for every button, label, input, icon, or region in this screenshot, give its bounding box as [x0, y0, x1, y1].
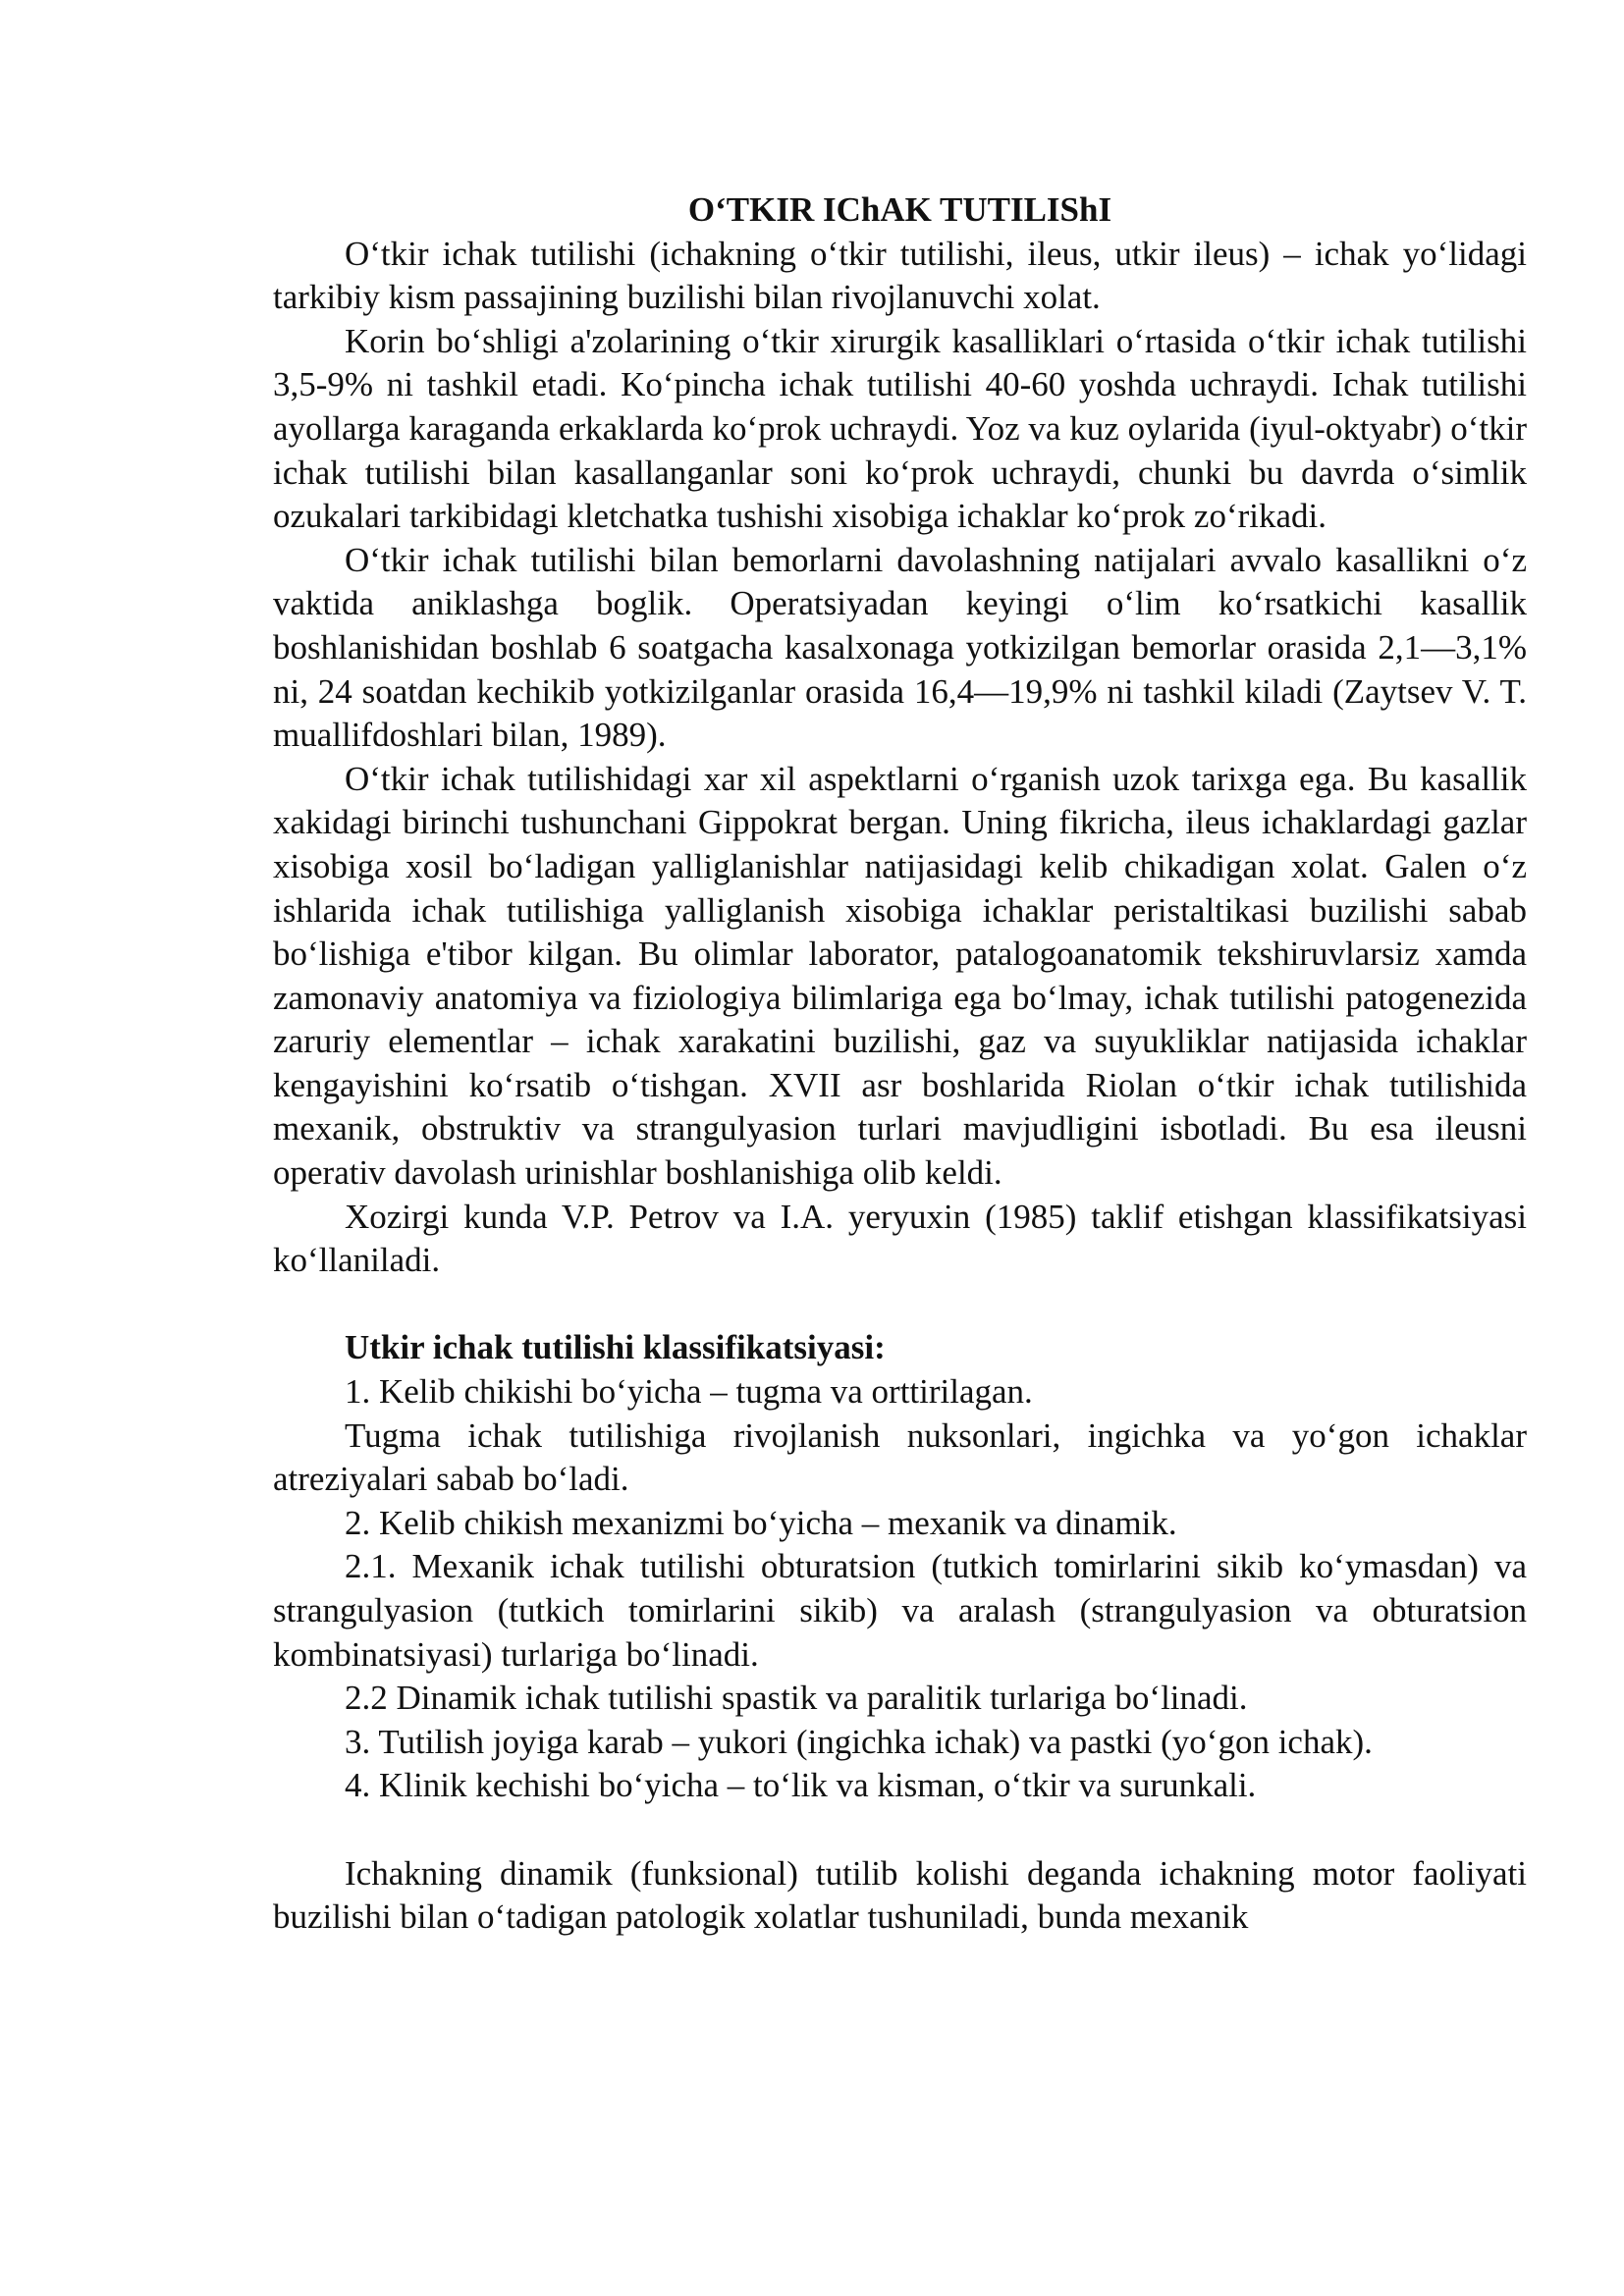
- paragraph-history: O‘tkir ichak tutilishidagi xar xil aspektlarni o‘rganish uzok tarixga ega. Bu kasallik xakidagi birinchi tushunchani Gippokrat bergan. Uning fikricha, ileus ichaklardagi gazlar xisobiga xosil bo‘ladigan yalliglanishlar natijasidagi kelib chikadigan xolat. Galen o‘z ishlarida ichak tutilishiga yalliglanish xisobiga ichaklar peristaltikasi buzilishi sabab bo‘lishiga e'tibor kilgan. Bu olimlar laborator, patalogoanatomik tekshiruvlarsiz xamda zamonaviy anatomiya va fiziologiya bilimlariga ega bo‘lmay, ichak tutilishi patogenezida zaruriy elementlar – ichak xarakatini buzilishi, gaz va suyukliklar natijasida ichaklar kengayishini ko‘rsatib o‘tishgan. XVII asr boshlarida Riolan o‘tkir ichak tutilishida mexanik, obstruktiv va strangulyasion turlari mavjudligini isbotladi. Bu esa ileusni operativ davolash urinishlar boshlanishiga olib keldi.: [273, 759, 1527, 1193]
- classification-heading: Utkir ichak tutilishi klassifikatsiyasi:: [345, 1328, 886, 1367]
- section-spacer: [273, 1283, 1527, 1327]
- paragraph-definition: O‘tkir ichak tutilishi (ichakning o‘tkir tutilishi, ileus, utkir ileus) – ichak yo‘lidagi tarkibiy kism passajining buzilishi bilan rivojlanuvchi xolat.: [273, 234, 1527, 317]
- classification-item: Tugma ichak tutilishiga rivojlanish nuksonlari, ingichka va yo‘gon ichaklar atreziyalari sabab bo‘ladi.: [273, 1415, 1527, 1499]
- classification-item: 2.2 Dinamik ichak tutilishi spastik va paralitik turlariga bo‘linadi.: [345, 1679, 1248, 1718]
- paragraph-outcomes: O‘tkir ichak tutilishi bilan bemorlarni davolashning natijalari avvalo kasallikni o‘z vaktida aniklashga boglik. Operatsiyadan keyingi o‘lim ko‘rsatkichi kasallik boshlanishidan boshlab 6 soatgacha kasalxonaga yotkizilgan bemorlar orasida 2,1—3,1% ni, 24 soatdan kechikib yotkizilganlar orasida 16,4—19,9% ni tashkil kiladi (Zaytsev V. T. muallifdoshlari bilan, 1989).: [273, 540, 1527, 755]
- document-title: O‘TKIR IChAK TUTILIShI: [687, 190, 1112, 229]
- section-spacer: [273, 1808, 1527, 1852]
- document-page: [273, 188, 1527, 1940]
- paragraph-epidemiology: Korin bo‘shligi a'zolarining o‘tkir xirurgik kasalliklari o‘rtasida o‘tkir ichak tutilishi 3,5-9% ni tashkil etadi. Ko‘pincha ichak tutilishi 40-60 yoshda uchraydi. Ichak tutilishi ayollarga karaganda erkaklarda ko‘prok uchraydi. Yoz va kuz oylarida (iyul-oktyabr) o‘tkir ichak tutilishi bilan kasallanganlar soni ko‘prok uchraydi, chunki bu davrda o‘simlik ozukalari tarkibidagi kletchatka tushishi xisobiga ichaklar ko‘prok zo‘rikadi.: [273, 321, 1527, 536]
- classification-item: 4. Klinik kechishi bo‘yicha – to‘lik va kisman, o‘tkir va surunkali.: [345, 1766, 1257, 1805]
- classification-item: 2. Kelib chikish mexanizmi bo‘yicha – mexanik va dinamik.: [345, 1503, 1177, 1542]
- classification-item: 3. Tutilish joyiga karab – yukori (ingichka ichak) va pastki (yo‘gon ichak).: [345, 1722, 1373, 1761]
- classification-item: 1. Kelib chikishi bo‘yicha – tugma va orttirilagan.: [345, 1372, 1033, 1412]
- paragraph-dynamic-obstruction: Ichakning dinamik (funksional) tutilib kolishi deganda ichakning motor faoliyati buzilishi bilan o‘tadigan patologik xolatlar tushuniladi, bunda mexanik: [273, 1853, 1527, 1937]
- classification-item: 2.1. Mexanik ichak tutilishi obturatsion (tutkich tomirlarini sikib ko‘ymasdan) va strangulyasion (tutkich tomirlarini sikib) va aralash (strangulyasion va obturatsion kombinatsiyasi) turlariga bo‘linadi.: [273, 1547, 1527, 1674]
- paragraph-current-classification: Xozirgi kunda V.P. Petrov va I.A. yeryuxin (1985) taklif etishgan klassifikatsiyasi ko‘llaniladi.: [273, 1197, 1527, 1280]
